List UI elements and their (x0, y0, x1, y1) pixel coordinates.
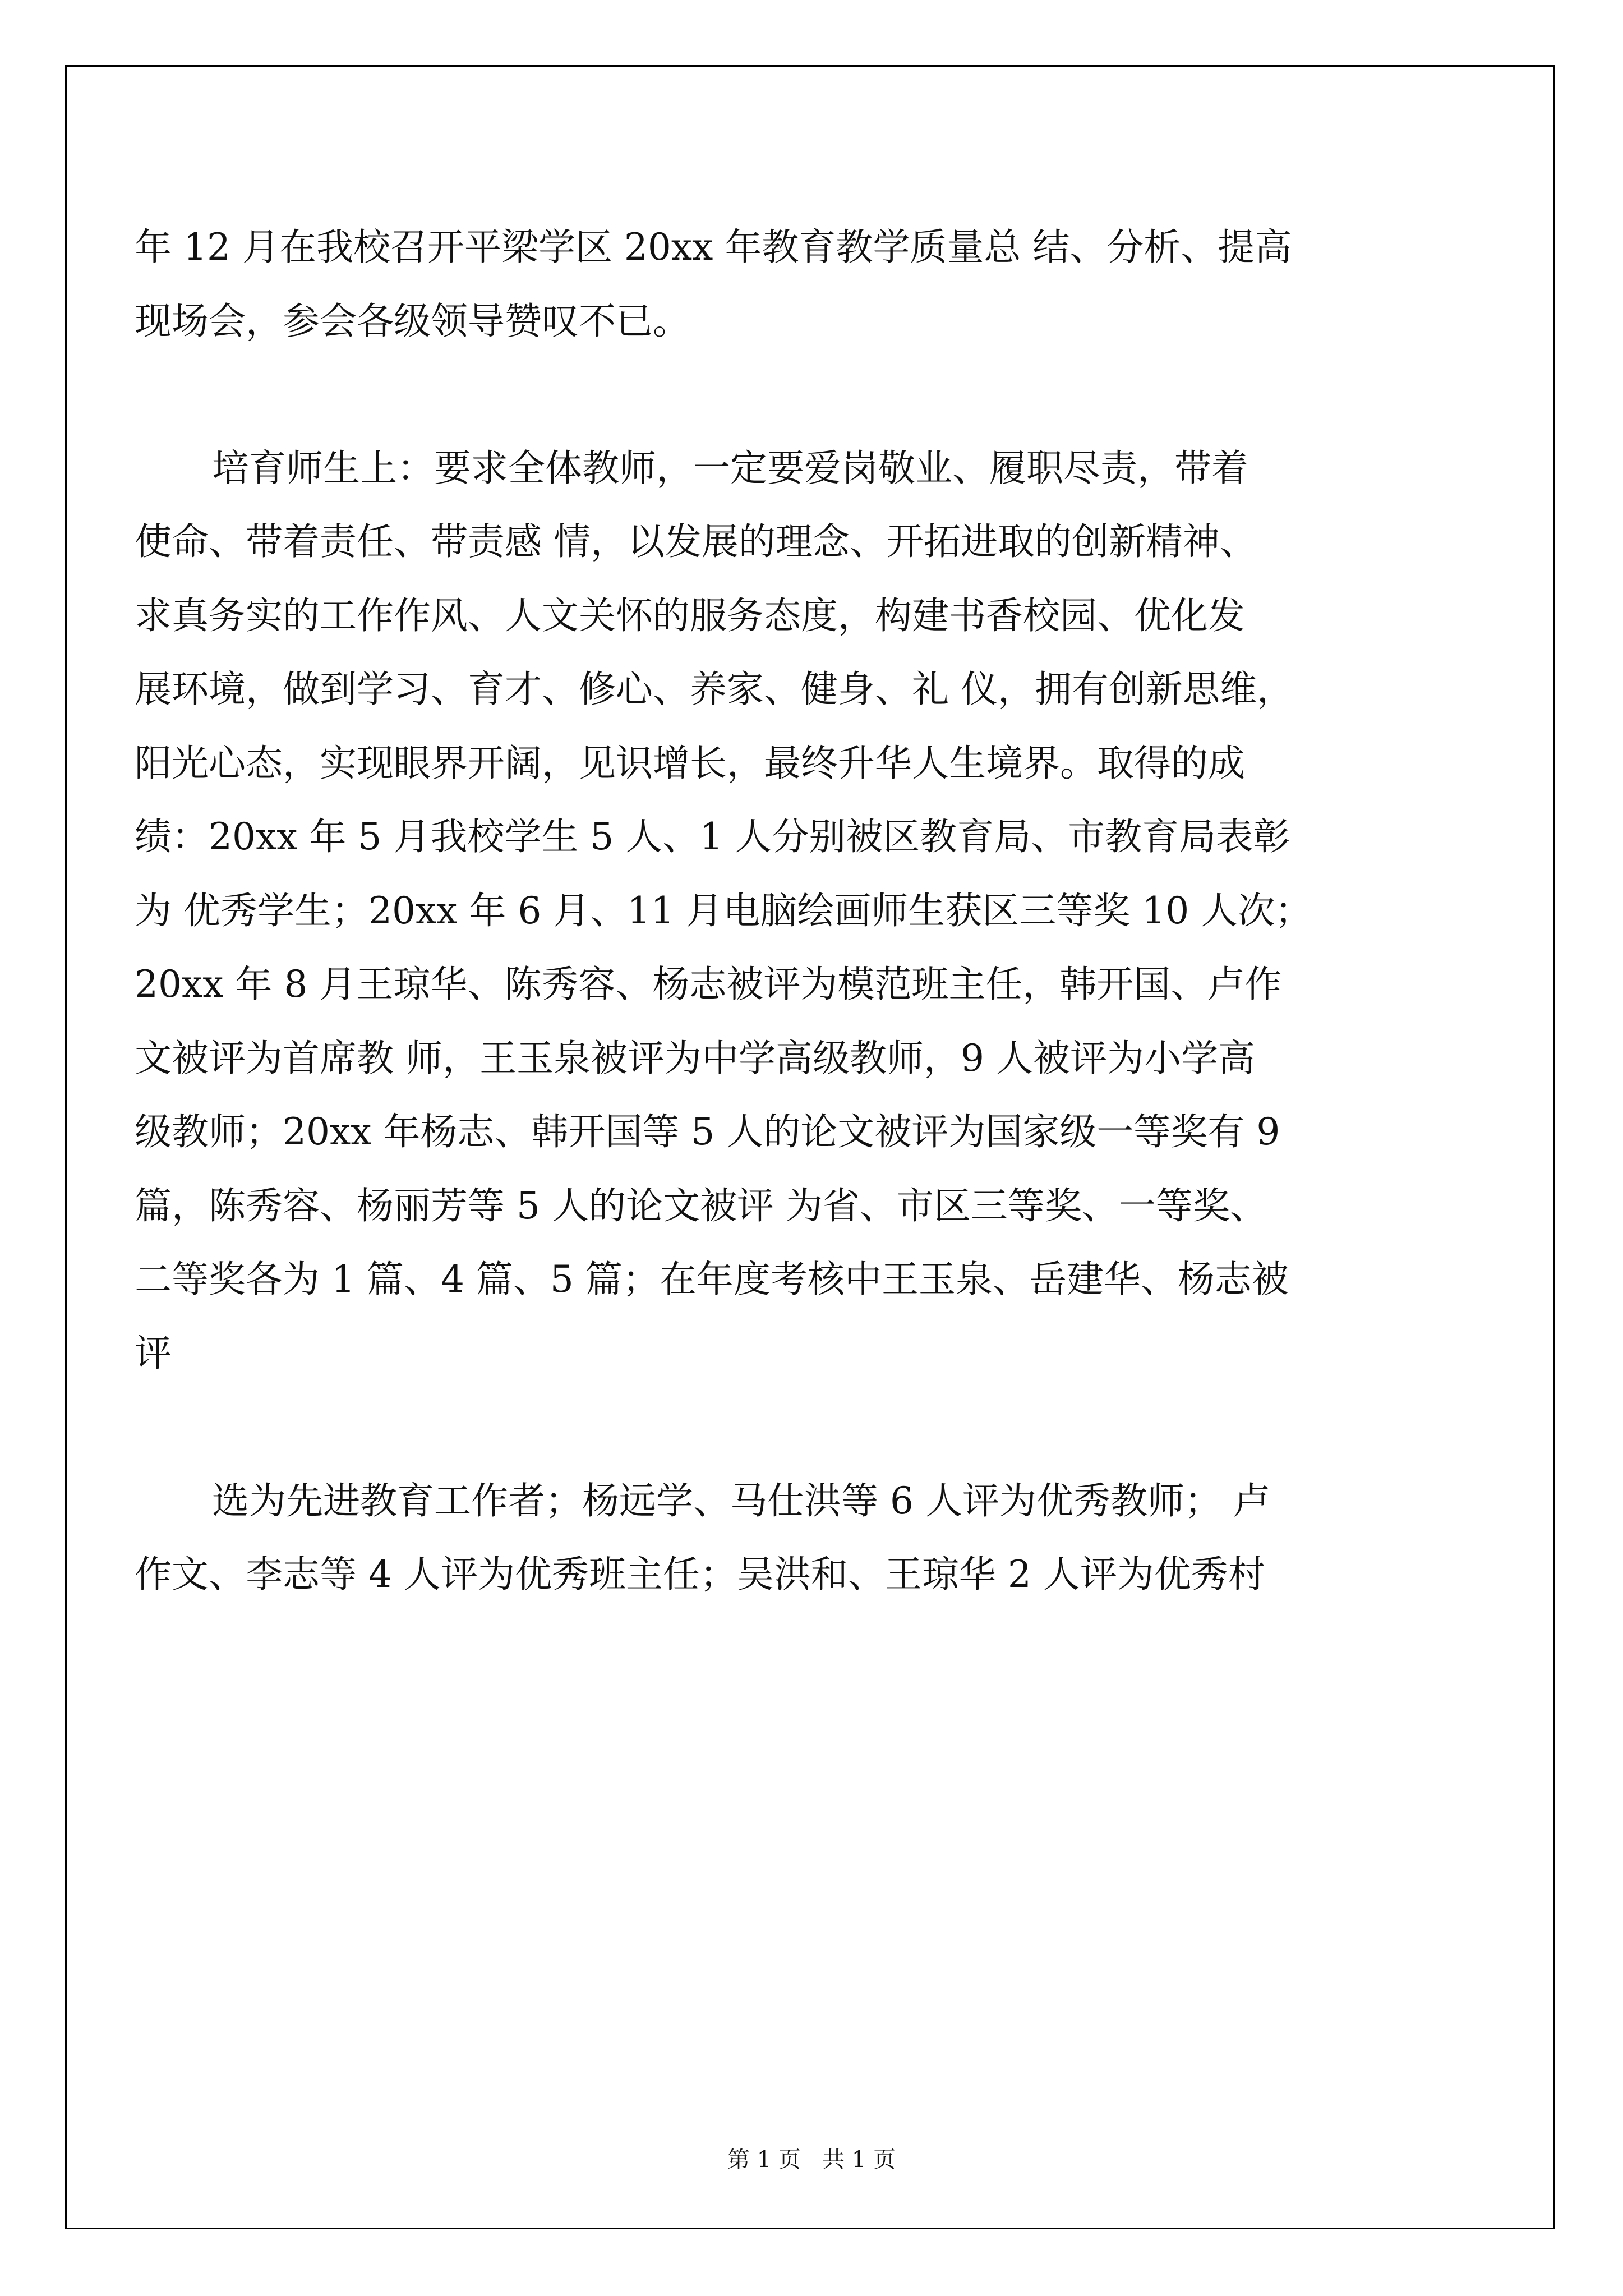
text-line: 文被评为首席教 师，王玉泉被评为中学高级教师，9 人被评为小学高 (135, 1037, 1255, 1080)
text-line: 作文、李志等 4 人评为优秀班主任；吴洪和、王琼华 2 人评为优秀村 (135, 1553, 1265, 1596)
text-line: 展环境，做到学习、育才、修心、养家、健身、礼 仪，拥有创新思维， (135, 668, 1294, 711)
text-line: 级教师；20xx 年杨志、韩开国等 5 人的论文被评为国家级一等奖有 9 (135, 1110, 1280, 1153)
text-line: 绩：20xx 年 5 月我校学生 5 人、1 人分别被区教育局、市教育局表彰 (135, 815, 1290, 858)
text-line: 现场会，参会各级领导赞叹不已。 (135, 300, 690, 343)
text-line: 使命、带着责任、带责感 情，以发展的理念、开拓进取的创新精神、 (135, 520, 1257, 563)
text-line: 年 12 月在我校召开平梁学区 20xx 年教育教学质量总 结、分析、提高 (135, 226, 1292, 269)
paragraph-first-line: 选为先进教育工作者；杨远学、马仕洪等 6 人评为优秀教师； 卢 (212, 1479, 1270, 1522)
text-line: 二等奖各为 1 篇、4 篇、5 篇；在年度考核中王玉泉、岳建华、杨志被 (135, 1258, 1289, 1301)
text-line: 阳光心态，实现眼界开阔，见识增长，最终升华人生境界。取得的成 (135, 742, 1245, 785)
text-line: 为 优秀学生；20xx 年 6 月、11 月电脑绘画师生获区三等奖 10 人次； (135, 889, 1312, 932)
paragraph-first-line: 培育师生上：要求全体教师，一定要爱岗敬业、履职尽责，带着 (212, 447, 1248, 490)
text-line: 20xx 年 8 月王琼华、陈秀容、杨志被评为模范班主任，韩开国、卢作 (135, 963, 1282, 1006)
text-line: 求真务实的工作作风、人文关怀的服务态度，构建书香校园、优化发 (135, 594, 1245, 637)
text-line: 评 (135, 1332, 172, 1375)
text-line: 篇，陈秀容、杨丽芳等 5 人的论文被评 为省、市区三等奖、一等奖、 (135, 1184, 1267, 1227)
page-number-footer: 第 1 页 共 1 页 (727, 2147, 896, 2173)
